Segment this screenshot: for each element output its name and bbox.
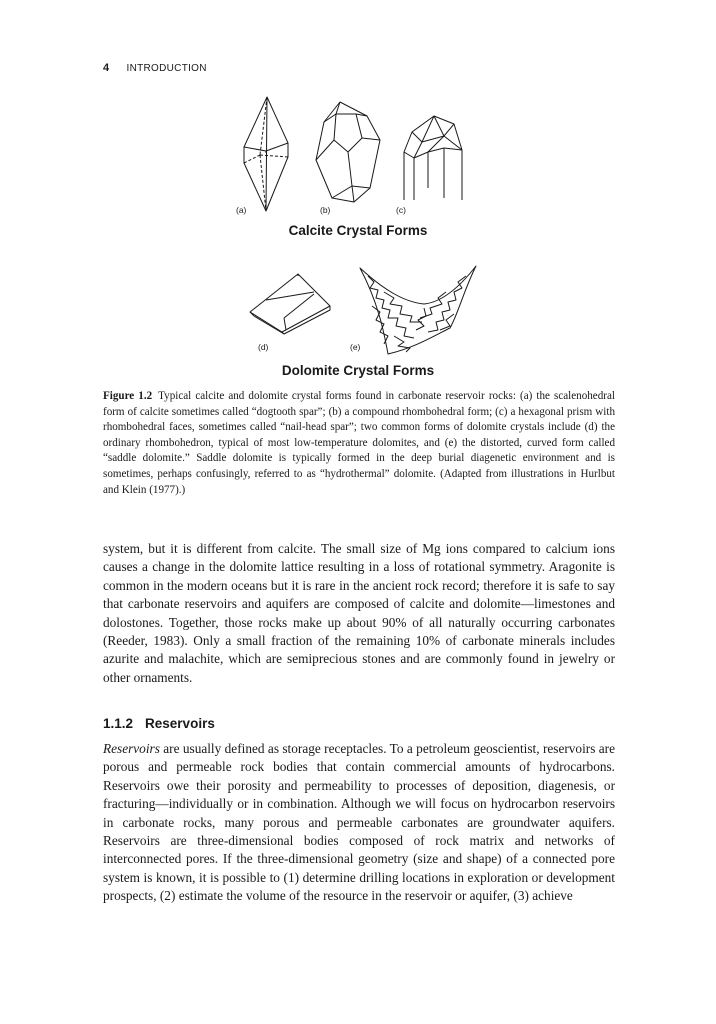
running-head	[103, 62, 207, 74]
label-a: (a)	[236, 205, 247, 215]
label-b: (b)	[320, 205, 331, 215]
term-reservoirs: Reservoirs	[103, 741, 160, 756]
section-number: 1.1.2	[103, 716, 134, 731]
running-title: INTRODUCTION	[126, 63, 207, 74]
calcite-figure-title: Calcite Crystal Forms	[288, 223, 428, 238]
page-number: 4	[103, 62, 110, 74]
section-heading	[103, 716, 215, 731]
dolomite-figure-title: Dolomite Crystal Forms	[281, 363, 435, 378]
crystal-b-rhombohedron-drawing	[312, 100, 382, 205]
crystal-c-nailhead-drawing	[398, 112, 468, 204]
figure-caption	[103, 389, 615, 498]
paragraph-2-text: are usually defined as storage receptacles. To a petroleum geoscientist, reservoirs are porous and permeable rock bodies that contain commercial amounts of hydrocarbons. Reservoirs owe their porosity and permeability to processes of deposition, diagenesis, or fracturing—individually or in combination. Although we will focus on hydrocarbon reservoirs in carbonate rocks, many porous and permeable carbonates are groundwater aquifers. Reservoirs are three-dimensional bodies composed of rock matrix and networks of interconnected pores. If the three-dimensional geometry (size and shape) of a connected pore system is known, it is possible to (1) determine drilling locations in exploration or development prospects, (2) estimate the volume of the resource in the reservoir or aquifer, (3) achieve	[103, 741, 615, 904]
body-paragraph-2	[103, 740, 615, 906]
crystal-d-rhombohedron-drawing	[246, 268, 336, 338]
caption-label: Figure 1.2	[103, 390, 153, 402]
label-d: (d)	[258, 342, 269, 352]
label-e: (e)	[350, 342, 361, 352]
body-paragraph-1: system, but it is different from calcite. The small size of Mg ions compared to calcium ions causes a change in the dolomite lattice resulting in a loss of rotational symmetry. Aragonite is common in the modern oceans but it is rare in the ancient rock record; therefore it is safe to say that carbonate reservoirs and aquifers are composed of calcite and dolomite—limestones and dolostones. Together, those rocks make up about 90% of all naturally occurring carbonates (Reeder, 1983). Only a small fraction of the remaining 10% of carbonate minerals includes azurite and malachite, which are semiprecious stones and are commonly found in jewelry or other ornaments.	[103, 541, 615, 685]
caption-text: Typical calcite and dolomite crystal forms found in carbonate reservoir rocks: (a) the scalenohedral form of calcite sometimes called “dogtooth spar”; (b) a compound rhombohedral form; (c) a hexagonal prism with rhombohedral faces, sometimes called “nail-head spar”; two common forms of dolomite crystals include (d) the ordinary rhombohedron, typical of most low-temperature dolomites, and (e) the distorted, curved form called “saddle dolomite.” Saddle dolomite is typically formed in the deep burial diagenetic environment and is sometimes, perhaps confusingly, referred to as “hydrothermal” dolomite. (Adapted from illustrations in Hurlbut and Klein (1977).)	[103, 390, 615, 496]
section-title: Reservoirs	[145, 716, 215, 731]
label-c: (c)	[396, 205, 406, 215]
crystal-a-scalenohedron-drawing	[240, 95, 300, 215]
crystal-e-saddle-dolomite-drawing	[354, 262, 480, 358]
